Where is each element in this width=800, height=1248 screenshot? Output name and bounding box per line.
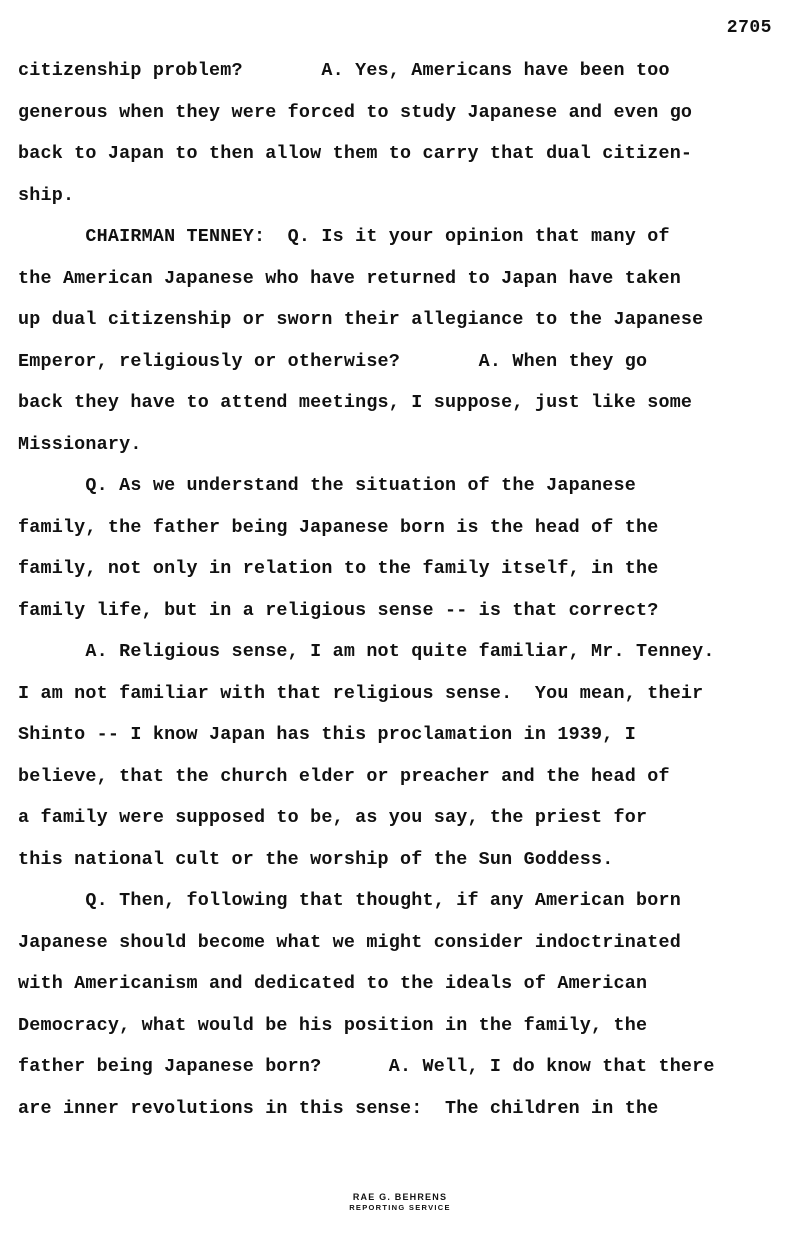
text-line: with Americanism and dedicated to the ideals of American <box>18 973 648 994</box>
text-line: this national cult or the worship of the Sun Goddess. <box>18 848 614 870</box>
text-line: back to Japan to then allow them to carry that dual citizen- <box>18 143 693 164</box>
text-line: are inner revolutions in this sense: The children in the <box>18 1097 659 1119</box>
reporting-service-label: REPORTING SERVICE <box>349 1203 451 1212</box>
text-line: Shinto -- I know Japan has this proclamation in 1939, I <box>18 724 636 745</box>
reporter-footer <box>0 1192 800 1212</box>
text-line: citizenship problem? A. Yes, Americans have been too <box>18 60 670 81</box>
text-line: A. Religious sense, I am not quite familiar, Mr. Tenney. <box>18 641 715 662</box>
text-line: CHAIRMAN TENNEY: Q. Is it your opinion that many of <box>18 226 670 247</box>
text-line: back they have to attend meetings, I suppose, just like some <box>18 392 693 413</box>
text-line: believe, that the church elder or preacher and the head of <box>18 765 670 787</box>
reporter-name: RAE G. BEHRENS <box>352 1192 448 1202</box>
text-line: father being Japanese born? A. Well, I do know that there <box>18 1056 715 1077</box>
text-line: ship. <box>18 184 75 206</box>
text-line: up dual citizenship or sworn their allegiance to the Japanese <box>18 309 704 330</box>
text-line: Missionary. <box>18 433 142 455</box>
text-line: Japanese should become what we might consider indoctrinated <box>18 931 681 953</box>
text-line: Q. As we understand the situation of the Japanese <box>18 475 636 496</box>
text-line: family, the father being Japanese born is the head of the <box>18 516 659 538</box>
text-line: family life, but in a religious sense -- is that correct? <box>18 599 659 621</box>
transcript-body <box>18 50 793 1129</box>
text-line: Q. Then, following that thought, if any American born <box>18 890 681 911</box>
text-line: Emperor, religiously or otherwise? A. When they go <box>18 350 648 372</box>
text-line: the American Japanese who have returned to Japan have taken <box>18 267 681 289</box>
text-line: Democracy, what would be his position in the family, the <box>18 1014 648 1036</box>
text-line: generous when they were forced to study Japanese and even go <box>18 101 693 123</box>
text-line: a family were supposed to be, as you say, the priest for <box>18 807 648 828</box>
text-line: I am not familiar with that religious sense. You mean, their <box>18 682 704 704</box>
text-line: family, not only in relation to the family itself, in the <box>18 558 659 579</box>
page-number: 2705 <box>726 18 772 38</box>
